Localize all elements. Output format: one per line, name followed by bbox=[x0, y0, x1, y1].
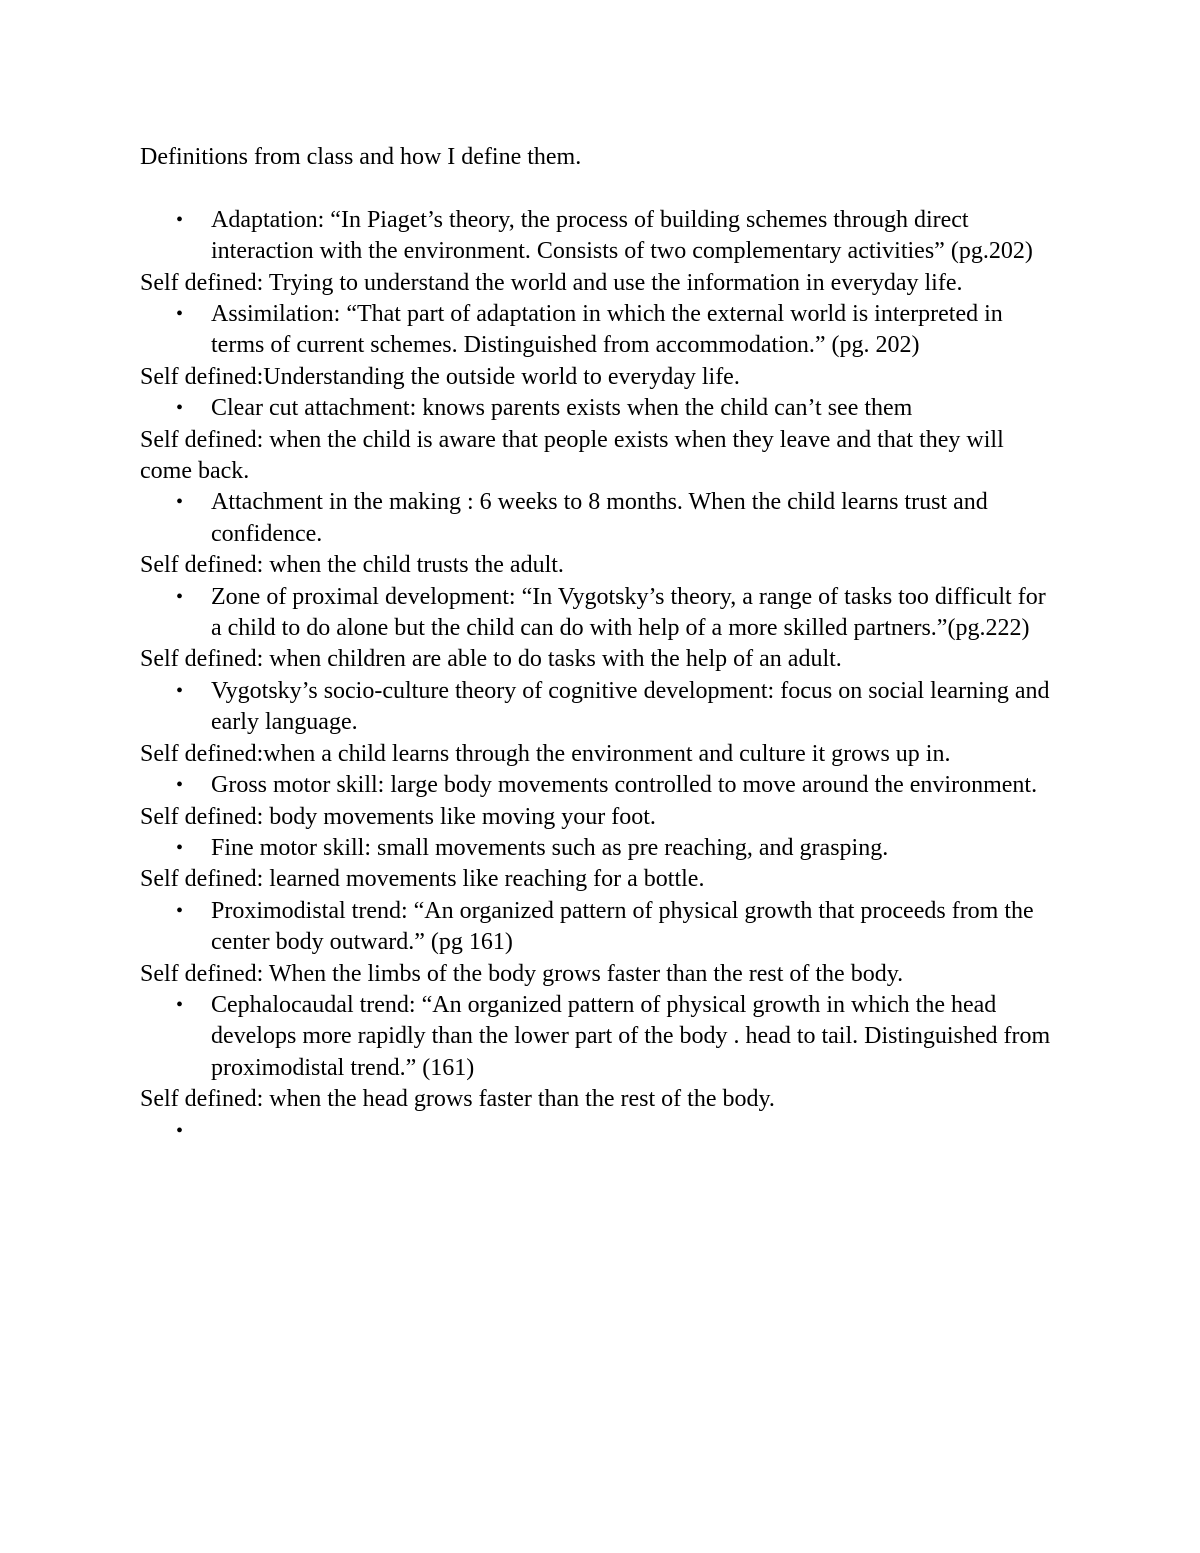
definition-text: Cephalocaudal trend: “An organized pattern of physical growth in which the head develops more rapidly than the lower part of the body . head to tail. Distinguished from proximodistal trend.” (161) bbox=[211, 991, 1051, 1081]
bullet-icon: • bbox=[176, 585, 184, 608]
bullet-icon: • bbox=[176, 774, 184, 797]
definition-text: Gross motor skill: large body movements controlled to move around the environment. bbox=[211, 772, 1038, 799]
bullet-icon: • bbox=[176, 679, 184, 702]
definition-text: Zone of proximal development: “In Vygotsky’s theory, a range of tasks too difficult for a child to do alone but the child can do with help of a more skilled partners.”(pg.222) bbox=[211, 583, 1046, 642]
definition-item bbox=[140, 487, 1060, 550]
bullet-icon: • bbox=[176, 208, 184, 231]
definition-text: Assimilation: “That part of adaptation in which the external world is interpreted in terms of current schemes. Distinguished from accommodation.” (pg. 202) bbox=[211, 301, 1003, 359]
self-defined-text: Self defined: when children are able to do tasks with the help of an adult. bbox=[140, 646, 842, 673]
self-defined-text: Self defined: learned movements like reaching for a bottle. bbox=[140, 866, 705, 893]
empty-list-item bbox=[140, 1116, 1060, 1147]
document-title: Definitions from class and how I define them. bbox=[140, 144, 582, 170]
definition-text: Attachment in the making : 6 weeks to 8 months. When the child learns trust and confidence. bbox=[211, 489, 988, 547]
definition-text: Clear cut attachment: knows parents exists when the child can’t see them bbox=[211, 395, 913, 422]
bullet-icon: • bbox=[176, 993, 184, 1016]
self-defined-text: Self defined:Understanding the outside world to everyday life. bbox=[140, 363, 740, 390]
definition-item bbox=[140, 393, 1060, 424]
bullet-icon: • bbox=[176, 899, 184, 922]
bullet-icon: • bbox=[176, 491, 184, 514]
definition-item bbox=[140, 205, 1060, 268]
definition-item bbox=[140, 896, 1060, 959]
definition-item bbox=[140, 676, 1060, 739]
blank-line bbox=[140, 173, 1060, 204]
definition-item bbox=[140, 299, 1060, 362]
bullet-icon: • bbox=[176, 836, 184, 859]
bullet-icon: • bbox=[176, 1119, 184, 1142]
bullet-icon: • bbox=[176, 303, 184, 325]
document-page bbox=[140, 142, 1060, 1147]
definition-item bbox=[140, 990, 1060, 1084]
self-defined-text: Self defined: body movements like moving your foot. bbox=[140, 803, 656, 830]
self-defined-text: Self defined: when the head grows faster than the rest of the body. bbox=[140, 1086, 775, 1113]
definition-item bbox=[140, 833, 1060, 864]
definition-item bbox=[140, 770, 1060, 801]
self-defined-text: Self defined:when a child learns through the environment and culture it grows up in. bbox=[140, 740, 951, 767]
self-defined-text: Self defined: when the child is aware that people exists when they leave and that they will come back. bbox=[140, 426, 1004, 485]
self-defined-text: Self defined: Trying to understand the world and use the information in everyday life. bbox=[140, 269, 963, 296]
self-defined-text: Self defined: when the child trusts the adult. bbox=[140, 552, 564, 579]
definition-text: Vygotsky’s socio-culture theory of cognitive development: focus on social learning and early language. bbox=[211, 677, 1050, 736]
definition-text: Fine motor skill: small movements such as pre reaching, and grasping. bbox=[211, 834, 889, 861]
self-defined-text: Self defined: When the limbs of the body grows faster than the rest of the body. bbox=[140, 960, 904, 987]
definition-text: Adaptation: “In Piaget’s theory, the process of building schemes through direct interaction with the environment. Consists of two complementary activities” (pg.202) bbox=[211, 206, 1033, 265]
definition-text: Proximodistal trend: “An organized pattern of physical growth that proceeds from the center body outward.” (pg 161) bbox=[211, 897, 1034, 956]
bullet-icon: • bbox=[176, 397, 184, 420]
definition-item bbox=[140, 582, 1060, 645]
